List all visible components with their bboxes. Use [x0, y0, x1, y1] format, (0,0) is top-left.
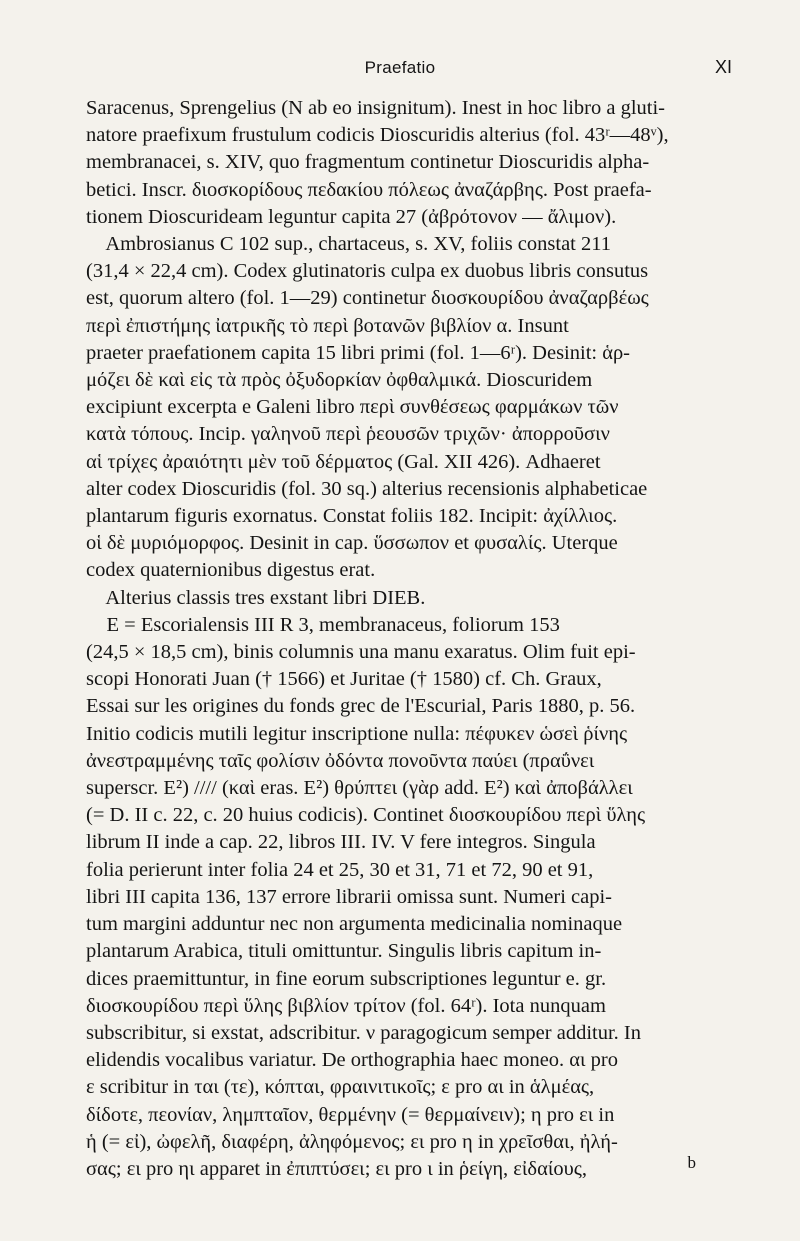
text-line: Ambrosianus C 102 sup., chartaceus, s. XV, foliis constat 211 [86, 233, 611, 256]
text-line: (31,4 × 22,4 cm). Codex glutinatoris culpa ex duobus libris consutus [86, 260, 649, 283]
text-line: κατὰ τόπους. Incip. γαληνοῦ περὶ ῥεουσῶν τριχῶν· ἀπορροῦσιν [86, 423, 610, 446]
text-line: ἡ (= εἰ), ὠφελῆ, διαφέρη, ἀληφόμενος; ει pro η in χρεῖσθαι, ἠλή- [86, 1130, 618, 1153]
text-line: Initio codicis mutili legitur inscriptione nulla: πέφυκεν ὡσεὶ ῥίνης [86, 722, 628, 745]
text-line: codex quaternionibus digestus erat. [86, 559, 376, 582]
text-line: librum II inde a cap. 22, libros III. IV. V fere integros. Singula [86, 831, 596, 854]
text-line: scopi Honorati Juan († 1566) et Juritae († 1580) cf. Ch. Graux, [86, 668, 602, 691]
body-text [86, 95, 736, 1183]
page-number: XI [714, 57, 732, 77]
text-line: subscribitur, si exstat, adscribitur. ν paragogicum semper additur. In [86, 1021, 641, 1044]
text-line: διοσκουρίδου περὶ ὕλης βιβλίον τρίτον (fol. 64ʳ). Iota nunquam [86, 994, 606, 1017]
text-line: betici. Inscr. διοσκορίδους πεδακίου πόλεως ἀναζάρβης. Post praefa- [86, 178, 652, 201]
text-line: περὶ ἐπιστήμης ἰατρικῆς τὸ περὶ βοτανῶν βιβλίον α. Insunt [86, 314, 569, 337]
text-line: αἱ τρίχες ἀραιότητι μὲν τοῦ δέρματος (Gal. XII 426). Adhaeret [86, 450, 601, 473]
text-line: tionem Dioscurideam leguntur capita 27 (ἀβρότονον — ἄλιμον). [86, 205, 617, 228]
text-line: σας; ει pro ηι apparet in ἐπιπτύσει; ει pro ι in ῥείγη, εἰδαίους, [86, 1157, 587, 1180]
text-line: elidendis vocalibus variatur. De orthographia haec moneo. αι pro [86, 1049, 619, 1072]
text-line: E = Escorialensis III R 3, membranaceus, foliorum 153 [86, 613, 560, 636]
text-line: natore praefixum frustulum codicis Dioscuridis alterius (fol. 43ʳ—48ᵛ), [86, 124, 669, 147]
text-line: (= D. II c. 22, c. 20 huius codicis). Continet διοσκουρίδου περὶ ὕλης [86, 804, 646, 827]
signature-mark: b [687, 1153, 696, 1172]
text-line: libri III capita 136, 137 errore librarii omissa sunt. Numeri capi- [86, 885, 613, 908]
text-line: membranacei, s. XIV, quo fragmentum continetur Dioscuridis alpha- [86, 151, 650, 174]
text-line: ε scribitur in ται (τε), κόπται, φραινιτικοῖς; ε pro αι in ἁλμέας, [86, 1076, 595, 1099]
running-header-title: Praefatio [364, 58, 436, 77]
text-line: est, quorum altero (fol. 1—29) continetur διοσκουρίδου ἀναζαρβέως [86, 287, 649, 310]
text-line: μόζει δὲ καὶ εἰς τὰ πρὸς ὀξυδορκίαν ὀφθαλμικά. Dioscuridem [86, 369, 593, 392]
text-line: Essai sur les origines du fonds grec de l'Escurial, Paris 1880, p. 56. [86, 695, 636, 718]
text-line: praeter praefationem capita 15 libri primi (fol. 1—6ʳ). Desinit: ἁρ- [86, 341, 631, 364]
text-line: (24,5 × 18,5 cm), binis columnis una manu exaratus. Olim fuit epi- [86, 641, 636, 664]
text-line: plantarum figuris exornatus. Constat foliis 182. Incipit: ἀχίλλιος. [86, 505, 618, 528]
text-line: οἱ δὲ μυριόμορφος. Desinit in cap. ὕσσωπον et φυσαλίς. Uterque [86, 532, 618, 555]
text-line: dices praemittuntur, in fine eorum subscriptiones leguntur e. gr. [86, 967, 607, 990]
text-line: superscr. E²) //// (καὶ eras. E²) θρύπτει (γὰρ add. E²) καὶ ἀποβάλλει [86, 777, 633, 800]
text-line: Alterius classis tres exstant libri DIEB. [86, 586, 426, 609]
text-line: alter codex Dioscuridis (fol. 30 sq.) alterius recensionis alphabeticae [86, 477, 648, 500]
text-line: δίδοτε, πεονίαν, λημπταῖον, θερμένην (= θερμαίνειν); η pro ει in [86, 1103, 615, 1126]
text-line: Saracenus, Sprengelius (N ab eo insignitum). Inest in hoc libro a gluti- [86, 97, 666, 119]
text-line: excipiunt excerpta e Galeni libro περὶ συνθέσεως φαρμάκων τῶν [86, 396, 619, 419]
text-line: plantarum Arabica, tituli omittuntur. Singulis libris capitum in- [86, 940, 602, 963]
text-line: folia perierunt inter folia 24 et 25, 30 et 31, 71 et 72, 90 et 91, [86, 858, 594, 881]
text-line: ἀνεστραμμένης ταῖς φολίσιν ὀδόντα πονοῦντα παύει (πραΰνει [86, 749, 595, 772]
text-line: tum margini adduntur nec non argumenta medicinalia nominaque [86, 913, 623, 936]
